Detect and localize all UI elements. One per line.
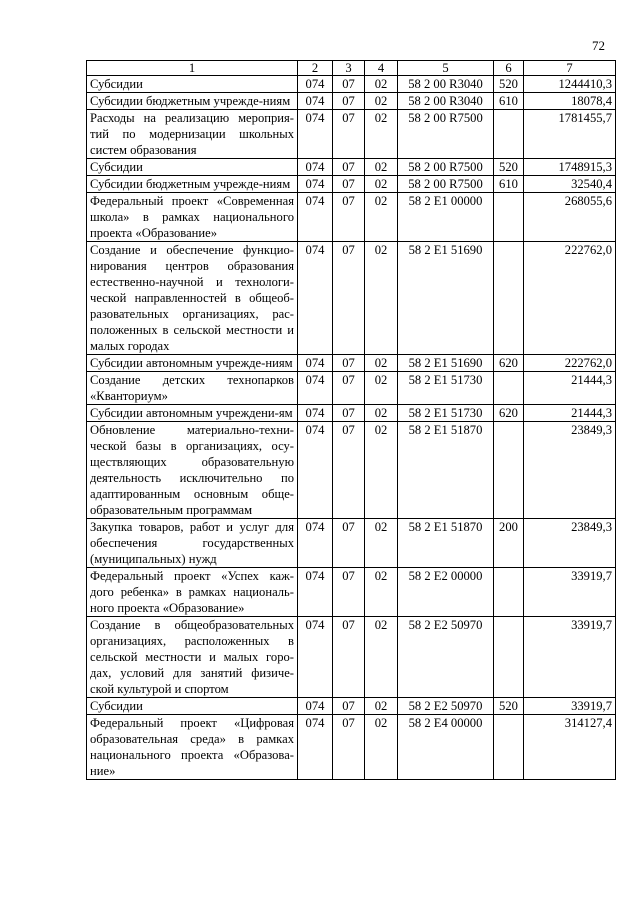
table-row: [87, 110, 616, 159]
table-row: [87, 93, 616, 110]
section-code: 07: [333, 519, 365, 568]
expense-type-code: [494, 372, 524, 405]
item-name: Создание в общеобразовательных организациях, расположенных в сельской местности и малых горо-дах, условий для занятий физиче-ской культурой и спортом: [87, 617, 298, 698]
subsection-code: 02: [365, 698, 398, 715]
subsection-code: 02: [365, 405, 398, 422]
expense-type-code: 620: [494, 355, 524, 372]
subsection-code: 02: [365, 422, 398, 519]
subsection-code: 02: [365, 242, 398, 355]
ministry-code: 074: [298, 193, 333, 242]
ministry-code: 074: [298, 93, 333, 110]
expense-type-code: [494, 193, 524, 242]
ministry-code: 074: [298, 176, 333, 193]
expense-type-code: 200: [494, 519, 524, 568]
table-row: [87, 242, 616, 355]
subsection-code: 02: [365, 76, 398, 93]
header-cell: 2: [298, 61, 333, 76]
target-article-code: 58 2 E1 51870: [398, 422, 494, 519]
ministry-code: 074: [298, 159, 333, 176]
item-name: Закупка товаров, работ и услуг для обеспечения государственных (муниципальных) нужд: [87, 519, 298, 568]
budget-table: [86, 60, 616, 780]
section-code: 07: [333, 93, 365, 110]
item-name: Субсидии: [87, 159, 298, 176]
item-name: Федеральный проект «Цифровая образовательная среда» в рамках национального проекта «Образова-ние»: [87, 715, 298, 780]
ministry-code: 074: [298, 355, 333, 372]
subsection-code: 02: [365, 176, 398, 193]
section-code: 07: [333, 242, 365, 355]
header-row: [87, 61, 616, 76]
ministry-code: 074: [298, 698, 333, 715]
item-name: Субсидии автономным учрежде-ниям: [87, 355, 298, 372]
table-row: [87, 159, 616, 176]
table-row: [87, 519, 616, 568]
table-row: [87, 405, 616, 422]
target-article-code: 58 2 E1 51690: [398, 242, 494, 355]
table-row: [87, 193, 616, 242]
subsection-code: 02: [365, 355, 398, 372]
table-row: [87, 715, 616, 780]
header-cell: 4: [365, 61, 398, 76]
target-article-code: 58 2 E2 50970: [398, 617, 494, 698]
header-cell: 6: [494, 61, 524, 76]
item-name: Субсидии бюджетным учрежде-ниям: [87, 176, 298, 193]
target-article-code: 58 2 E2 50970: [398, 698, 494, 715]
amount: 1244410,3: [524, 76, 616, 93]
table-row: [87, 617, 616, 698]
section-code: 07: [333, 405, 365, 422]
ministry-code: 074: [298, 76, 333, 93]
section-code: 07: [333, 355, 365, 372]
section-code: 07: [333, 617, 365, 698]
target-article-code: 58 2 E1 51870: [398, 519, 494, 568]
target-article-code: 58 2 00 R7500: [398, 159, 494, 176]
ministry-code: 074: [298, 715, 333, 780]
target-article-code: 58 2 E2 00000: [398, 568, 494, 617]
table-row: [87, 355, 616, 372]
expense-type-code: [494, 110, 524, 159]
header-cell: 7: [524, 61, 616, 76]
subsection-code: 02: [365, 568, 398, 617]
expense-type-code: 520: [494, 698, 524, 715]
amount: 33919,7: [524, 698, 616, 715]
section-code: 07: [333, 422, 365, 519]
expense-type-code: [494, 568, 524, 617]
amount: 314127,4: [524, 715, 616, 780]
table-row: [87, 422, 616, 519]
target-article-code: 58 2 E1 51730: [398, 405, 494, 422]
table-row: [87, 568, 616, 617]
section-code: 07: [333, 110, 365, 159]
subsection-code: 02: [365, 519, 398, 568]
ministry-code: 074: [298, 617, 333, 698]
amount: 1781455,7: [524, 110, 616, 159]
amount: 21444,3: [524, 405, 616, 422]
expense-type-code: [494, 242, 524, 355]
amount: 1748915,3: [524, 159, 616, 176]
amount: 18078,4: [524, 93, 616, 110]
section-code: 07: [333, 568, 365, 617]
target-article-code: 58 2 00 R7500: [398, 110, 494, 159]
subsection-code: 02: [365, 193, 398, 242]
item-name: Создание и обеспечение функцио-нирования центров образования естественно-научной и технологи-ческой направленностей в общеоб-разовательных организациях, рас-положенных в сельской местности и малых городах: [87, 242, 298, 355]
amount: 33919,7: [524, 617, 616, 698]
table-row: [87, 698, 616, 715]
target-article-code: 58 2 00 R7500: [398, 176, 494, 193]
section-code: 07: [333, 372, 365, 405]
expense-type-code: 620: [494, 405, 524, 422]
ministry-code: 074: [298, 568, 333, 617]
expense-type-code: 610: [494, 176, 524, 193]
item-name: Обновление материально-техни-ческой базы в организациях, осу-ществляющих образовательную деятельность исключительно по адаптированным основным обще-образовательным программам: [87, 422, 298, 519]
subsection-code: 02: [365, 617, 398, 698]
expense-type-code: 610: [494, 93, 524, 110]
amount: 222762,0: [524, 355, 616, 372]
amount: 21444,3: [524, 372, 616, 405]
subsection-code: 02: [365, 93, 398, 110]
item-name: Субсидии: [87, 76, 298, 93]
item-name: Субсидии бюджетным учрежде-ниям: [87, 93, 298, 110]
subsection-code: 02: [365, 159, 398, 176]
ministry-code: 074: [298, 242, 333, 355]
table-row: [87, 76, 616, 93]
section-code: 07: [333, 176, 365, 193]
item-name: Субсидии: [87, 698, 298, 715]
header-cell: 5: [398, 61, 494, 76]
target-article-code: 58 2 E1 00000: [398, 193, 494, 242]
target-article-code: 58 2 E1 51690: [398, 355, 494, 372]
amount: 23849,3: [524, 422, 616, 519]
subsection-code: 02: [365, 372, 398, 405]
subsection-code: 02: [365, 110, 398, 159]
item-name: Федеральный проект «Успех каж-дого ребенка» в рамках националь-ного проекта «Образование»: [87, 568, 298, 617]
target-article-code: 58 2 E4 00000: [398, 715, 494, 780]
header-cell: 3: [333, 61, 365, 76]
amount: 32540,4: [524, 176, 616, 193]
amount: 222762,0: [524, 242, 616, 355]
ministry-code: 074: [298, 405, 333, 422]
target-article-code: 58 2 E1 51730: [398, 372, 494, 405]
target-article-code: 58 2 00 R3040: [398, 93, 494, 110]
expense-type-code: [494, 422, 524, 519]
expense-type-code: [494, 617, 524, 698]
section-code: 07: [333, 698, 365, 715]
section-code: 07: [333, 159, 365, 176]
section-code: 07: [333, 193, 365, 242]
header-cell: 1: [87, 61, 298, 76]
amount: 33919,7: [524, 568, 616, 617]
ministry-code: 074: [298, 372, 333, 405]
target-article-code: 58 2 00 R3040: [398, 76, 494, 93]
amount: 23849,3: [524, 519, 616, 568]
page-number: 72: [592, 38, 605, 53]
ministry-code: 074: [298, 519, 333, 568]
table-row: [87, 372, 616, 405]
section-code: 07: [333, 76, 365, 93]
expense-type-code: 520: [494, 76, 524, 93]
ministry-code: 074: [298, 110, 333, 159]
item-name: Расходы на реализацию мероприя-тий по модернизации школьных систем образования: [87, 110, 298, 159]
section-code: 07: [333, 715, 365, 780]
ministry-code: 074: [298, 422, 333, 519]
amount: 268055,6: [524, 193, 616, 242]
subsection-code: 02: [365, 715, 398, 780]
table-row: [87, 176, 616, 193]
expense-type-code: 520: [494, 159, 524, 176]
item-name: Создание детских технопарков «Кванториум»: [87, 372, 298, 405]
expense-type-code: [494, 715, 524, 780]
item-name: Субсидии автономным учреждени-ям: [87, 405, 298, 422]
item-name: Федеральный проект «Современная школа» в рамках национального проекта «Образование»: [87, 193, 298, 242]
